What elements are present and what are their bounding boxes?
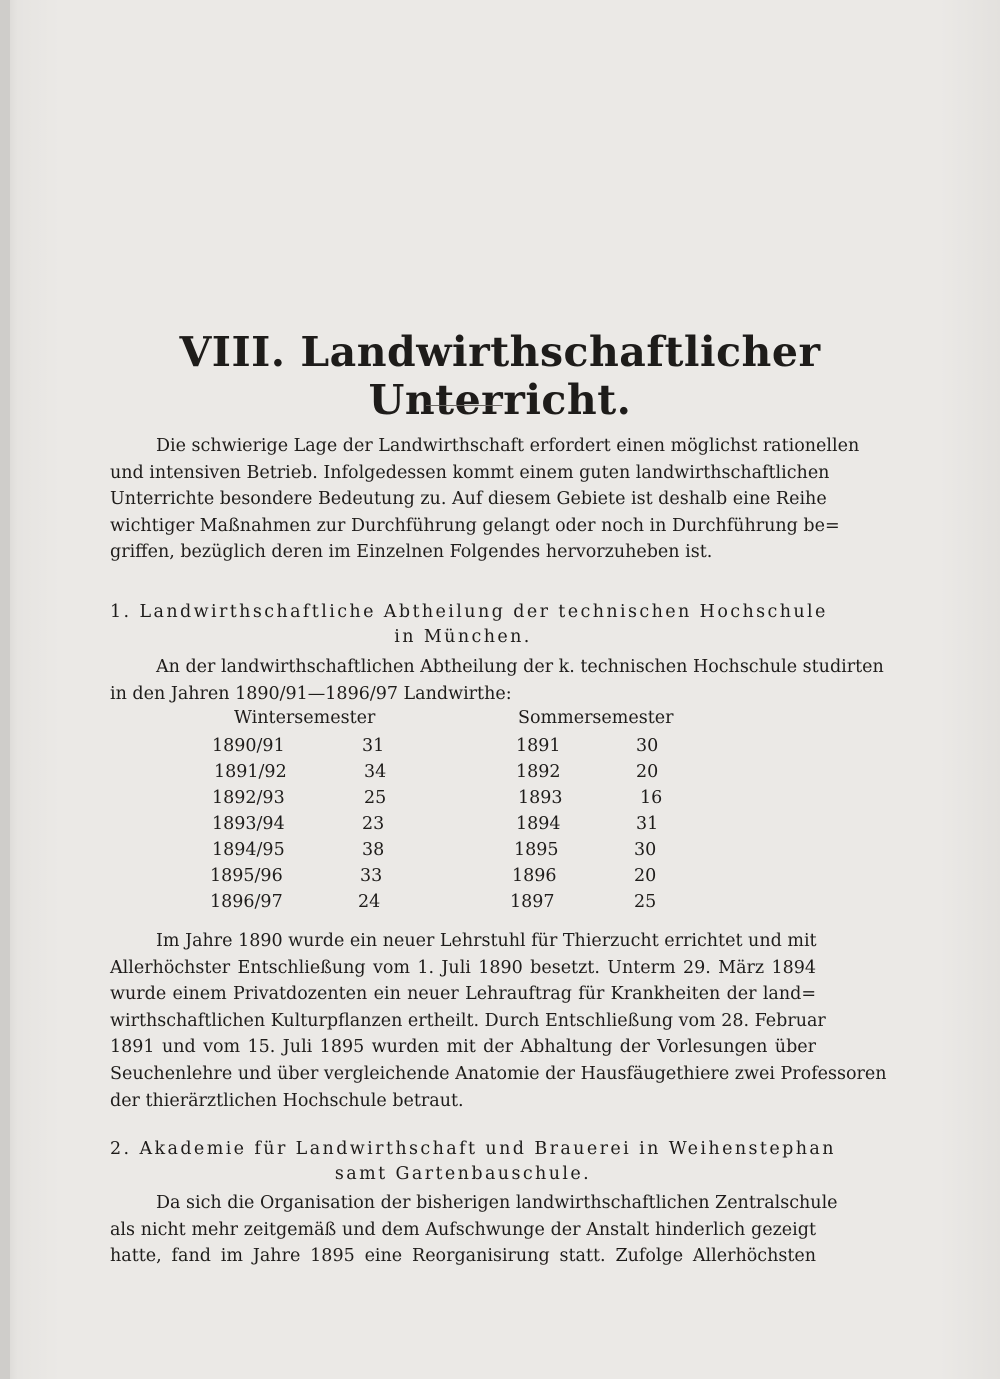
text-line: 1891 und vom 15. Juli 1895 wurden mit der Abhaltung der Vorlesungen über [110,1037,816,1058]
text-line: hatte, fand im Jahre 1895 eine Reorganisirung statt. Zufolge Allerhöchsten [110,1246,816,1267]
summer-semester-header: Sommersemester [518,708,674,728]
section-1-intro [110,654,884,707]
heading-line: in München. [394,627,532,647]
text-line: wichtiger Maßnahmen zur Durchführung gelangt oder noch in Durchführung be= [110,515,840,536]
table-cell-winter-count: 38 [362,840,385,860]
text-line: in den Jahren 1890/91—1896/97 Landwirthe: [110,683,512,704]
heading-line: samt Gartenbauschule. [334,1164,592,1184]
table-cell-winter-count: 34 [364,762,387,782]
table-cell-winter-term: 1890/91 [212,736,285,756]
text-line: als nicht mehr zeitgemäß und dem Aufschwunge der Anstalt hinderlich gezeigt [110,1219,816,1240]
table-cell-summer-count: 31 [636,814,659,834]
winter-semester-header: Wintersemester [234,708,376,728]
table-cell-summer-term: 1893 [518,788,563,808]
table-cell-summer-count: 20 [634,866,657,886]
table-cell-summer-count: 20 [636,762,659,782]
section-2-heading [110,1137,836,1187]
intro-paragraph [110,433,860,566]
text-line: wurde einem Privatdozenten ein neuer Lehrauftrag für Krankheiten der land= [110,984,816,1005]
text-line: Die schwierige Lage der Landwirthschaft erfordert einen möglichst rationellen [156,436,860,456]
table-cell-summer-term: 1892 [516,762,561,782]
text-line: der thierärztlichen Hochschule betraut. [110,1090,464,1111]
table-cell-winter-count: 31 [362,736,385,756]
section-1-body [110,928,887,1114]
text-line: Im Jahre 1890 wurde ein neuer Lehrstuhl für Thierzucht errichtet und mit [156,931,817,951]
page-binding-edge [0,0,10,1379]
text-line: griffen, bezüglich deren im Einzelnen Folgendes hervorzuheben ist. [110,542,713,563]
table-cell-winter-term: 1894/95 [212,840,285,860]
table-cell-summer-term: 1891 [516,736,561,756]
text-line: und intensiven Betrieb. Infolgedessen kommt einem guten landwirthschaftlichen [110,462,830,483]
table-cell-winter-term: 1896/97 [210,892,283,912]
heading-line: 2. Akademie für Landwirthschaft und Brauerei in Weihenstephan [110,1139,836,1159]
table-cell-winter-term: 1891/92 [214,762,287,782]
table-cell-summer-term: 1895 [514,840,559,860]
text-line: Da sich die Organisation der bisherigen landwirthschaftlichen Zentralschule [156,1193,838,1213]
heading-line: 1. Landwirthschaftliche Abtheilung der technischen Hochschule [110,602,828,622]
text-line: Allerhöchster Entschließung vom 1. Juli 1890 besetzt. Unterm 29. März 1894 [110,957,816,978]
table-cell-winter-count: 25 [364,788,387,808]
section-2-intro [110,1190,838,1270]
table-cell-winter-term: 1892/93 [212,788,285,808]
title-divider [426,405,502,406]
table-cell-winter-term: 1893/94 [212,814,285,834]
table-cell-winter-count: 23 [362,814,385,834]
text-line: Seuchenlehre und über vergleichende Anatomie der Hausfäugethiere zwei Professoren [110,1063,887,1084]
text-line: wirthschaftlichen Kulturpflanzen ertheilt. Durch Entschließung vom 28. Februar [110,1010,826,1031]
table-cell-summer-count: 30 [636,736,659,756]
table-cell-summer-count: 16 [640,788,663,808]
table-cell-summer-term: 1897 [510,892,555,912]
chapter-title: VIII. Landwirthschaftlicher Unterricht. [179,328,821,424]
text-line: An der landwirthschaftlichen Abtheilung der k. technischen Hochschule studirten [156,657,884,677]
text-line: Unterrichte besondere Bedeutung zu. Auf diesem Gebiete ist deshalb eine Reihe [110,489,827,510]
table-cell-summer-term: 1896 [512,866,557,886]
table-cell-winter-count: 24 [358,892,381,912]
table-cell-summer-term: 1894 [516,814,561,834]
table-cell-winter-term: 1895/96 [210,866,283,886]
table-cell-winter-count: 33 [360,866,383,886]
table-cell-summer-count: 30 [634,840,657,860]
table-cell-summer-count: 25 [634,892,657,912]
section-1-heading [110,600,828,650]
